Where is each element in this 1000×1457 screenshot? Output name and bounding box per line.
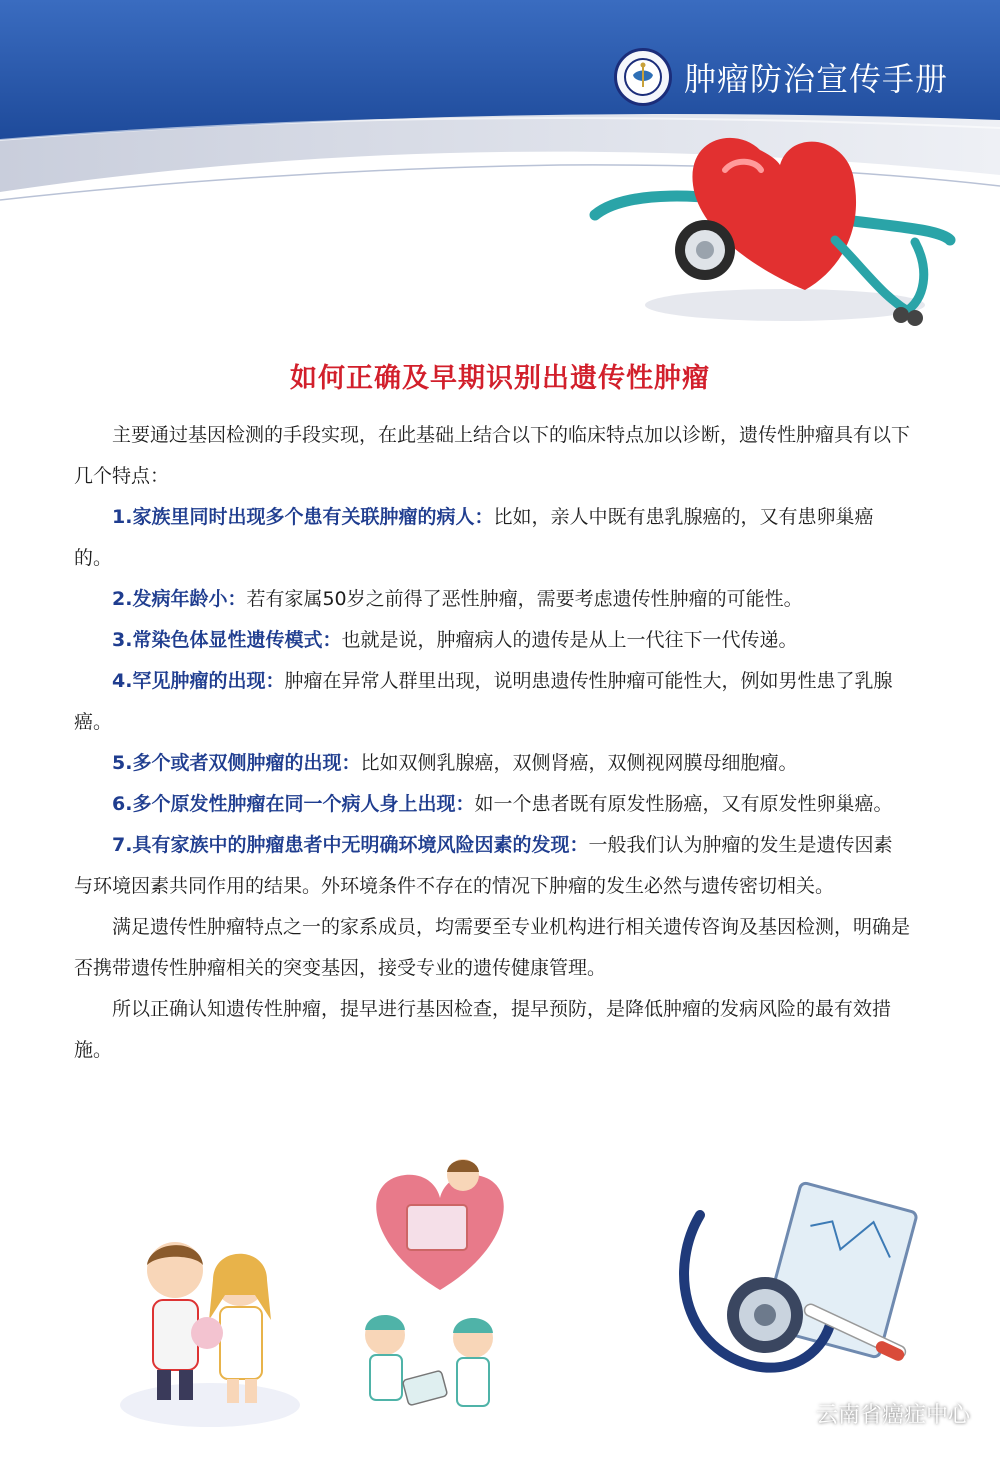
feature-point-1 [74,497,910,579]
feature-text: 一般我们认为肿瘤的发生是遗传因素与环境因素共同作用的结果。外环境条件不存在的情况下肿瘤的发生必然与遗传密切相关。 [74,834,893,897]
feature-text: 比如双侧乳腺癌，双侧肾癌，双侧视网膜母细胞瘤。 [360,752,798,774]
article-title: 如何正确及早期识别出遗传性肿瘤 [290,363,710,394]
conclusion-paragraph: 所以正确认知遗传性肿瘤，提早进行基因检查，提早预防，是降低肿瘤的发病风险的最有效措施。 [74,998,892,1061]
feature-point-5 [74,743,910,784]
brand-title: 肿瘤防治宣传手册 [683,60,948,98]
feature-label: 3.常染色体显性遗传模式： [112,629,342,651]
children-heart-illustration [345,1150,535,1435]
feature-point-7 [74,825,910,907]
source-name: 云南省癌症中心 [815,1403,970,1428]
feature-text: 如一个患者既有原发性肠癌，又有原发性卵巢癌。 [474,793,893,815]
feature-label: 1.家族里同时出现多个患有关联肿瘤的病人： [112,506,494,528]
feature-point-4 [74,661,910,743]
wechat-icon [778,1402,808,1426]
cancer-center-logo-icon [614,48,672,106]
feature-label: 6.多个原发性肿瘤在同一个病人身上出现： [112,793,475,815]
feature-text: 若有家属50岁之前得了恶性肿瘤，需要考虑遗传性肿瘤的可能性。 [246,588,803,610]
feature-text: 比如，亲人中既有患乳腺癌的，又有患卵巢癌的。 [74,506,874,569]
feature-point-2 [74,579,910,620]
family-illustration [115,1225,305,1435]
feature-text: 也就是说，肿瘤病人的遗传是从上一代往下一代传递。 [341,629,798,651]
brand [614,48,948,106]
feature-label: 2.发病年龄小： [112,588,247,610]
feature-label: 5.多个或者双侧肿瘤的出现： [112,752,361,774]
family-paragraph: 满足遗传性肿瘤特点之一的家系成员，均需要至专业机构进行相关遗传咨询及基因检测，明确是否携带遗传性肿瘤相关的突变基因，接受专业的遗传健康管理。 [74,916,911,979]
feature-label: 7.具有家族中的肿瘤患者中无明确环境风险因素的发现： [112,834,589,856]
article-body [74,415,910,1071]
feature-point-3 [74,620,910,661]
clipboard-stethoscope-illustration [660,1175,930,1405]
feature-point-6 [74,784,910,825]
heart-stethoscope-illustration [585,130,965,340]
feature-label: 4.罕见肿瘤的出现： [112,670,285,692]
source-watermark [778,1398,970,1429]
intro-paragraph: 主要通过基因检测的手段实现，在此基础上结合以下的临床特点加以诊断，遗传性肿瘤具有以下几个特点： [74,424,911,487]
feature-text: 肿瘤在异常人群里出现，说明患遗传性肿瘤可能性大，例如男性患了乳腺癌。 [74,670,893,733]
